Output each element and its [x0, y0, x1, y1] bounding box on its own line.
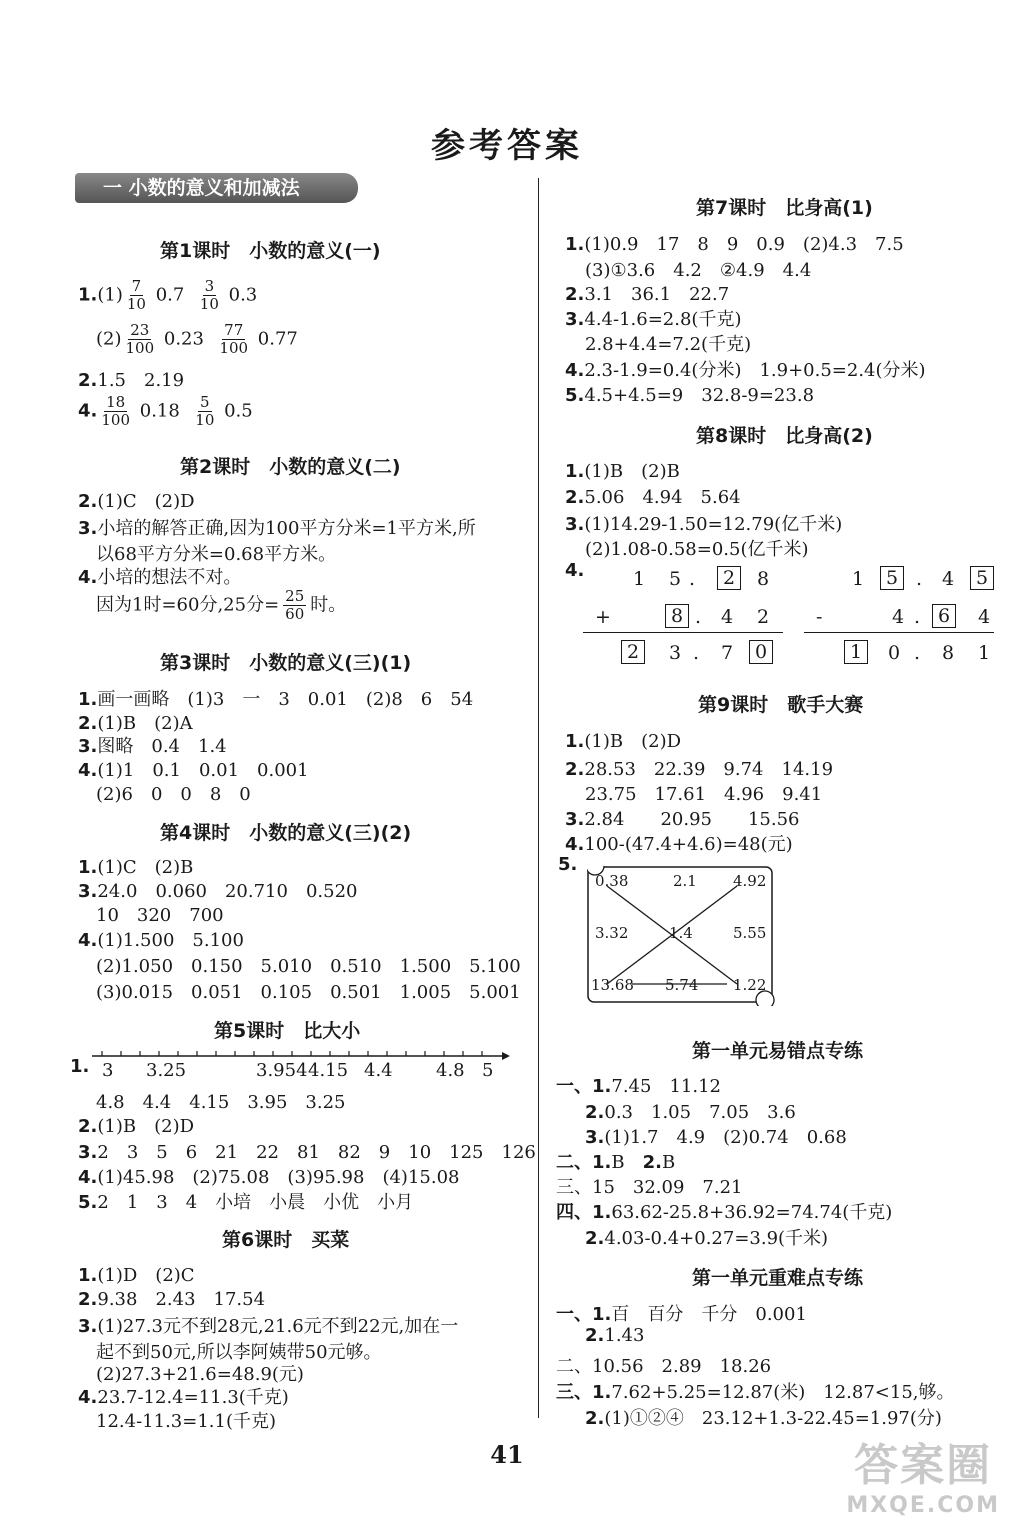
answer-line: (2)27.3+21.6=48.9(元)	[96, 1364, 304, 1385]
section-heading: 第一单元重难点专练	[692, 1267, 864, 1289]
answer-line: 5.4.5+4.5=9 32.8-9=23.8	[565, 385, 815, 406]
answer-line: 4.小培的想法不对。	[78, 567, 242, 588]
answer-line: 1.(1)B (2)D	[565, 731, 682, 752]
answer-line: 2.(1)①②④ 23.12+1.3-22.45=1.97(分)	[585, 1408, 942, 1429]
answer-line: 2.4.03-0.4+0.27=3.9(千米)	[585, 1228, 829, 1249]
unit-banner: 一 小数的意义和加减法	[75, 173, 358, 203]
answer-line: 4.8 4.4 4.15 3.95 3.25	[96, 1092, 346, 1113]
section-heading: 第3课时 小数的意义(三)(1)	[160, 652, 412, 674]
page-title: 参考答案	[431, 126, 583, 166]
answer-line: 一、1.7.45 11.12	[556, 1076, 721, 1097]
section-heading: 第8课时 比身高(2)	[696, 425, 873, 447]
answer-line: (3)①3.6 4.2 ②4.9 4.4	[585, 260, 812, 281]
answer-line: 3.(1)27.3元不到28元,21.6元不到22元,加在一	[78, 1316, 459, 1337]
answer-line: 3.2.84 20.95 15.56	[565, 809, 800, 830]
answer-line: 2.1.5 2.19	[78, 370, 185, 391]
answer-line: 三、1.7.62+5.25=12.87(米) 12.87<15,够。	[556, 1382, 955, 1403]
diagram-value: 3.32	[595, 924, 629, 942]
diagram-value: 1.22	[733, 976, 767, 994]
answer-line: 1.画一画略 (1)3 一 3 0.01 (2)8 6 54	[78, 689, 474, 710]
tick-label: 5	[482, 1060, 494, 1081]
answer-line: 因为1时=60分,25分= $\frac{25}{60}$ 时。	[96, 587, 347, 623]
answer-line: 2.0.3 1.05 7.05 3.6	[585, 1102, 796, 1123]
answer-line: 起不到50元,所以李阿姨带50元够。	[96, 1342, 382, 1363]
section-heading: 第一单元易错点专练	[692, 1040, 864, 1062]
answer-line: 1.(1)C (2)B	[78, 857, 194, 878]
answer-line: 一、1.百 百分 千分 0.001	[556, 1304, 807, 1325]
tick-label: 4.15	[308, 1060, 349, 1081]
answer-number: 1.	[70, 1056, 90, 1077]
answer-line: 四、1.63.62-25.8+36.92=74.74(千克)	[556, 1202, 893, 1223]
answer-line: 3.小培的解答正确,因为100平方分米=1平方米,所	[78, 518, 476, 539]
answer-line: 2.(1)B (2)D	[78, 1116, 195, 1137]
answer-line: (2)1.050 0.150 5.010 0.510 1.500 5.100	[96, 956, 521, 977]
answer-line: 2.1.43	[585, 1325, 645, 1346]
diagram-value: 5.55	[733, 924, 767, 942]
answer-line: 3.24.0 0.060 20.710 0.520	[78, 881, 358, 902]
answer-line: 4.(1)1.500 5.100	[78, 930, 244, 951]
tick-label: 3.954	[256, 1060, 308, 1081]
watermark-logo	[846, 1429, 1000, 1518]
answer-line: 2.28.53 22.39 9.74 14.19	[565, 759, 834, 780]
answer-line: 3.4.4-1.6=2.8(千克)	[565, 309, 742, 330]
diagram-value: 0.38	[595, 872, 629, 890]
tick-label: 3.25	[146, 1060, 187, 1081]
diagram-value: 13.68	[591, 976, 634, 994]
answer-line: 4.23.7-12.4=11.3(千克)	[78, 1387, 289, 1408]
diagram-value: 1.4	[669, 924, 693, 942]
tick-label: 4.4	[364, 1060, 393, 1081]
vertical-addition: 1 5 . 2 8 + 8 . 4 2 2 3 . 7 0	[625, 568, 805, 678]
diagram-value: 5.74	[665, 976, 699, 994]
answer-line: 3.(1)1.7 4.9 (2)0.74 0.68	[585, 1127, 847, 1148]
answer-line: 4.(1)45.98 (2)75.08 (3)95.98 (4)15.08	[78, 1167, 460, 1188]
number-line-labels	[96, 1060, 516, 1082]
section-heading: 第7课时 比身高(1)	[696, 197, 873, 219]
answer-line: 二、1.B 2.B	[556, 1152, 676, 1173]
watermark-url: MXQE.COM	[846, 1493, 1000, 1518]
page-number: 41	[490, 1440, 524, 1469]
answer-line: 2.(1)C (2)D	[78, 491, 195, 512]
watermark-text: 答案圈	[854, 1440, 993, 1491]
answer-line: 2.(1)B (2)A	[78, 713, 193, 734]
answer-line: 5.2 1 3 4 小培 小晨 小优 小月	[78, 1192, 414, 1213]
answer-line: 2.5.06 4.94 5.64	[565, 487, 741, 508]
answer-line: 3.2 3 5 6 21 22 81 82 9 10 125 126	[78, 1142, 536, 1163]
answer-line: 二、10.56 2.89 18.26	[556, 1356, 772, 1377]
section-heading: 第6课时 买菜	[222, 1229, 350, 1251]
section-heading: 第9课时 歌手大赛	[698, 694, 864, 716]
answer-line: 4.(1)1 0.1 0.01 0.001	[78, 760, 309, 781]
answer-number: 4.	[565, 560, 585, 581]
answer-line: (3)0.015 0.051 0.105 0.501 1.005 5.001	[96, 982, 521, 1003]
answer-line: 3.(1)14.29-1.50=12.79(亿千米)	[565, 514, 843, 535]
answer-line: 12.4-11.3=1.1(千克)	[96, 1411, 276, 1432]
section-heading: 第4课时 小数的意义(三)(2)	[160, 822, 412, 844]
answer-line: 23.75 17.61 4.96 9.41	[585, 784, 823, 805]
tick-label: 4.8	[436, 1060, 465, 1081]
answer-line: 以68平方分米=0.68平方米。	[96, 544, 337, 565]
vertical-subtraction: 1 5 . 4 5 - 4 . 6 4 1 0 . 8 1	[852, 568, 1012, 678]
answer-number: 5.	[558, 854, 578, 875]
answer-line: 10 320 700	[96, 905, 224, 926]
answer-line: 1.(1)D (2)C	[78, 1265, 195, 1286]
answer-line: 2.9.38 2.43 17.54	[78, 1289, 266, 1310]
section-heading: 第5课时 比大小	[214, 1020, 361, 1042]
answer-line: 2.8+4.4=7.2(千克)	[585, 334, 752, 355]
answer-line: 3.图略 0.4 1.4	[78, 736, 227, 757]
tick-label: 3	[102, 1060, 114, 1081]
section-heading: 第2课时 小数的意义(二)	[180, 456, 401, 478]
answer-line: (2)1.08-0.58=0.5(亿千米)	[585, 539, 809, 560]
answer-line: 1.(1) $\frac{7}{10}$ 0.7 $\frac{3}{10}$ 0.3	[78, 277, 258, 313]
answer-line: (2)6 0 0 8 0	[96, 784, 251, 805]
answer-line: 1.(1)0.9 17 8 9 0.9 (2)4.3 7.5	[565, 234, 904, 255]
answer-line: 2.3.1 36.1 22.7	[565, 284, 730, 305]
section-heading: 第1课时 小数的意义(一)	[160, 240, 381, 262]
answer-line: 4.2.3-1.9=0.4(分米) 1.9+0.5=2.4(分米)	[565, 360, 926, 381]
column-divider	[538, 178, 539, 1418]
diagram-value: 2.1	[673, 872, 697, 890]
diagram-value: 4.92	[733, 872, 767, 890]
answer-line: 三、15 32.09 7.21	[556, 1177, 743, 1198]
answer-line: 1.(1)B (2)B	[565, 461, 680, 482]
answer-line: 4.100-(47.4+4.6)=48(元)	[565, 834, 793, 855]
answer-line: 4. $\frac{18}{100}$ 0.18 $\frac{5}{10}$ 0.5	[78, 393, 253, 429]
answer-line: (2) $\frac{23}{100}$ 0.23 $\frac{77}{100}$ 0.77	[96, 321, 298, 357]
